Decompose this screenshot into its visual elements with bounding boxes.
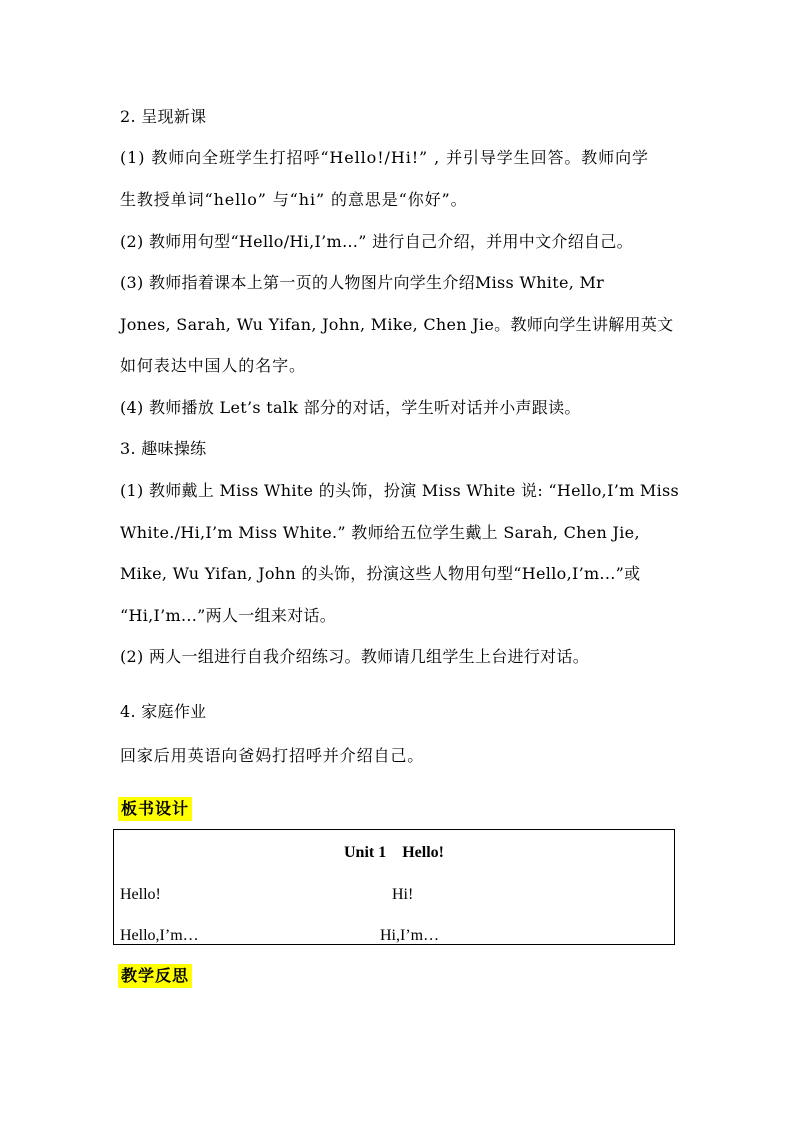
board-left-line-1: Hello! bbox=[120, 886, 161, 903]
section-heading-present-new-lesson: 2. 呈现新课 bbox=[120, 107, 207, 126]
paragraph-line: (4) 教师播放 Let’s talk 部分的对话，学生听对话并小声跟读。 bbox=[120, 398, 581, 417]
paragraph-line: Jones, Sarah, Wu Yifan, John, Mike, Chen Jie。教师向学生讲解用英文 bbox=[120, 315, 674, 334]
paragraph-line: (1) 教师向全班学生打招呼“Hello!/Hi!” , 并引导学生回答。教师向学 bbox=[120, 148, 649, 167]
paragraph-line: (2) 教师用句型“Hello/Hi,I’m…” 进行自己介绍，并用中文介绍自己。 bbox=[120, 232, 633, 251]
paragraph-line: (2) 两人一组进行自我介绍练习。教师请几组学生上台进行对话。 bbox=[120, 647, 590, 666]
paragraph-line: (3) 教师指着课本上第一页的人物图片向学生介绍Miss White, Mr bbox=[120, 273, 605, 292]
board-design-box bbox=[113, 829, 675, 945]
paragraph-line: 如何表达中国人的名字。 bbox=[120, 356, 306, 375]
section-heading-homework: 4. 家庭作业 bbox=[120, 702, 207, 721]
board-right-line-1: Hi! bbox=[392, 886, 414, 903]
board-design-heading: 板书设计 bbox=[118, 797, 192, 821]
paragraph-line: “Hi,I’m...”两人一组来对话。 bbox=[120, 606, 337, 625]
teaching-reflection-heading: 教学反思 bbox=[118, 964, 192, 988]
board-title: Unit 1 Hello! bbox=[344, 844, 444, 861]
section-heading-fun-practice: 3. 趣味操练 bbox=[120, 439, 207, 458]
board-left-line-2: Hello,I’m… bbox=[120, 927, 199, 944]
paragraph-line: White./Hi,I’m Miss White.” 教师给五位学生戴上 Sarah, Chen Jie, bbox=[120, 523, 640, 542]
paragraph-line: 回家后用英语向爸妈打招呼并介绍自己。 bbox=[120, 746, 425, 765]
paragraph-line: (1) 教师戴上 Miss White 的头饰，扮演 Miss White 说: “Hello,I’m Miss bbox=[120, 481, 680, 500]
board-right-line-2: Hi,I’m… bbox=[380, 927, 440, 944]
paragraph-line: Mike, Wu Yifan, John 的头饰，扮演这些人物用句型“Hello,I’m...”或 bbox=[120, 564, 641, 583]
paragraph-line: 生教授单词“hello” 与“hi” 的意思是“你好”。 bbox=[120, 190, 468, 209]
